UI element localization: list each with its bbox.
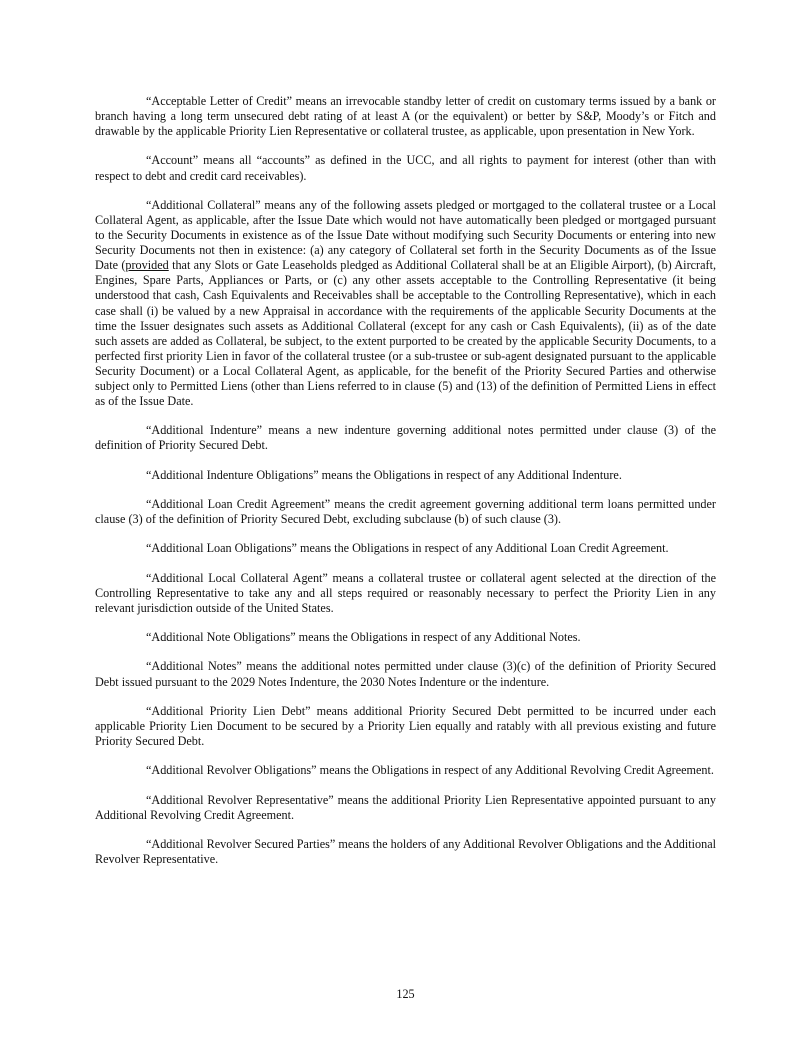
- definition-additional-notes: “Additional Notes” means the additional notes permitted under clause (3)(c) of the definition of Priority Secured Debt issued pursuant to the 2029 Notes Indenture, the 2030 Notes Indenture or the indenture.: [95, 659, 716, 689]
- definition-additional-indenture: “Additional Indenture” means a new indenture governing additional notes permitted under clause (3) of the definition of Priority Secured Debt.: [95, 423, 716, 453]
- definition-additional-indenture-obligations: “Additional Indenture Obligations” means the Obligations in respect of any Additional Indenture.: [146, 467, 622, 482]
- definition-account: “Account” means all “accounts” as defined in the UCC, and all rights to payment for interest (other than with respect to debt and credit card receivables).: [95, 153, 716, 183]
- definition-additional-revolver-secured-parties: “Additional Revolver Secured Parties” means the holders of any Additional Revolver Obligations and the Additional Revolver Representative.: [95, 836, 716, 866]
- definition-acceptable-letter-of-credit: “Acceptable Letter of Credit” means an irrevocable standby letter of credit on customary terms issued by a bank or branch having a long term unsecured debt rating of at least A (or the equivalent) or better by S&P, Moody’s or Fitch and drawable by the applicable Priority Lien Representative or collateral trustee, as applicable, upon presentation in New York.: [95, 94, 716, 139]
- definition-additional-priority-lien-debt: “Additional Priority Lien Debt” means additional Priority Secured Debt permitted to be incurred under each applicable Priority Lien Document to be secured by a Priority Lien equally and ratably with all previous existing and future Priority Secured Debt.: [95, 703, 716, 748]
- provided-underlined-term: provided: [125, 258, 169, 273]
- definition-additional-revolver-representative: “Additional Revolver Representative” means the additional Priority Lien Representative appointed pursuant to any Additional Revolving Credit Agreement.: [95, 792, 716, 822]
- definition-additional-loan-obligations: “Additional Loan Obligations” means the Obligations in respect of any Additional Loan Credit Agreement.: [146, 541, 669, 556]
- additional-collateral-text-after: that any Slots or Gate Leaseholds pledged as Additional Collateral shall be at an Eligible Airport), (b) Aircraft, Engines, Spare Parts, Appliances or Parts, or (c) any other assets acceptable to the Controlling Representative (it being understood that cash, Cash Equivalents and Receivables shall be acceptable to the Controlling Representative), which in each case shall (i) be valued by a new Appraisal in accordance with the requirements of the applicable Security Documents at the time the Issuer designates such assets as Additional Collateral (except for any cash or Cash Equivalents), (ii) as of the date such assets are added as Collateral, be subject, to the extent purported to be created by the applicable Security Documents, to a perfected first priority Lien in favor of the collateral trustee (or a sub-trustee or sub-agent designated pursuant to the applicable Security Document) or a Local Collateral Agent, as applicable, for the benefit of the Priority Secured Parties and otherwise subject only to Permitted Liens (other than Liens referred to in clause (5) and (13) of the definition of Permitted Liens in effect as of the Issue Date.: [95, 258, 716, 409]
- document-page: [95, 94, 716, 881]
- definition-additional-note-obligations: “Additional Note Obligations” means the Obligations in respect of any Additional Notes.: [146, 630, 581, 645]
- definition-additional-local-collateral-agent: “Additional Local Collateral Agent” means a collateral trustee or collateral agent selected at the direction of the Controlling Representative to take any and all steps required or reasonably necessary to perfect the Priority Lien in any relevant jurisdiction outside of the United States.: [95, 570, 716, 615]
- definition-additional-revolver-obligations: “Additional Revolver Obligations” means the Obligations in respect of any Additional Revolving Credit Agreement.: [146, 763, 714, 778]
- additional-collateral-text-before: “Additional Collateral” means any of the following assets pledged or mortgaged to the collateral trustee or a Local Collateral Agent, as applicable, after the Issue Date which would not have automatically been pledged or mortgaged pursuant to the Security Documents in existence as of the Issue Date without modifying such Security Documents or entering into new Security Documents not then in existence: (a) any category of Collateral set forth in the Security Documents as of the Issue Date (: [95, 197, 716, 273]
- definition-additional-collateral: [95, 198, 716, 409]
- definition-additional-loan-credit-agreement: “Additional Loan Credit Agreement” means the credit agreement governing additional term loans permitted under clause (3) of the definition of Priority Secured Debt, excluding subclause (b) of such clause (3).: [95, 497, 716, 527]
- page-number: 125: [396, 987, 415, 1001]
